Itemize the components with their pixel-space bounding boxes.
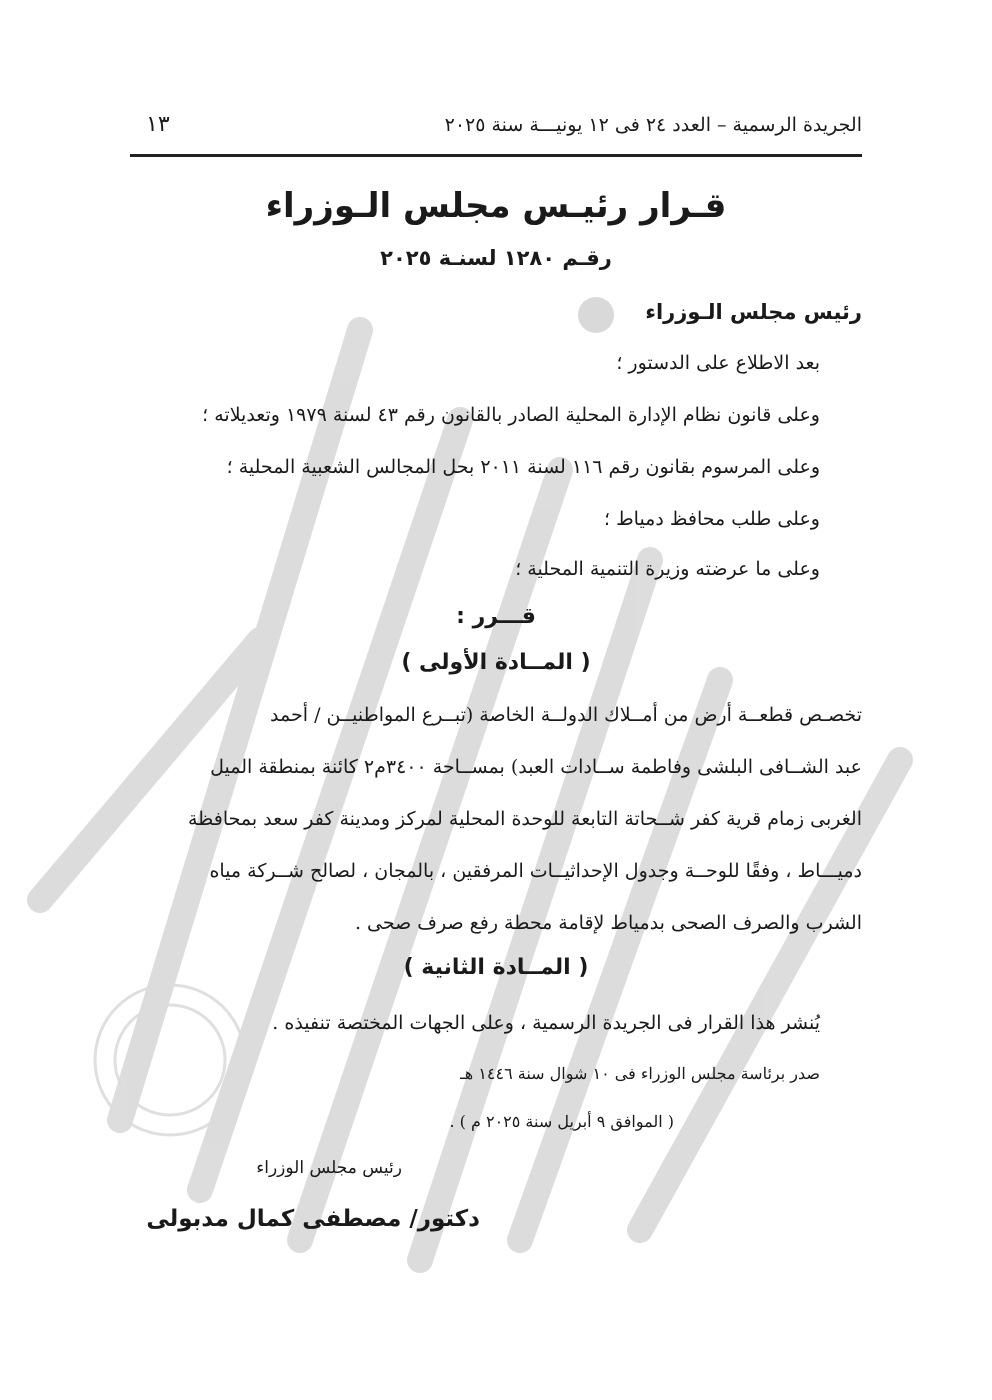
decided-heading: قـــرر : <box>456 604 536 629</box>
decree-number: رقـم ١٢٨٠ لسنـة ٢٠٢٥ <box>380 246 612 270</box>
signature-title: رئيس مجلس الوزراء <box>256 1158 402 1178</box>
signature-name: دكتور/ مصطفى كمال مدبولى <box>146 1206 480 1232</box>
decree-title: قـرار رئيـس مجلس الـوزراء <box>265 186 727 226</box>
article-1-line: تخصـص قطعــة أرض من أمــلاك الدولــة الخاصة (تبــرع المواطنيــن / أحمد <box>270 704 862 726</box>
preamble-line: وعلى المرسوم بقانون رقم ١١٦ لسنة ٢٠١١ بحل المجالس الشعبية المحلية ؛ <box>226 456 820 478</box>
page-header <box>130 108 862 157</box>
issued-date-gregorian: ( الموافق ٩ أبريل سنة ٢٠٢٥ م ) . <box>449 1112 674 1131</box>
page-number: ١٣ <box>146 112 170 137</box>
preamble-line: بعد الاطلاع على الدستور ؛ <box>616 352 820 374</box>
preamble-line: وعلى ما عرضته وزيرة التنمية المحلية ؛ <box>515 558 820 580</box>
article-1-line: الشرب والصرف الصحى بدمياط لإقامة محطة رفع صرف صحى . <box>354 912 862 934</box>
preamble-line: وعلى طلب محافظ دمياط ؛ <box>604 508 820 530</box>
preamble-line: وعلى قانون نظام الإدارة المحلية الصادر بالقانون رقم ٤٣ لسنة ١٩٧٩ وتعديلاته ؛ <box>202 404 820 426</box>
article-2-text: يُنشر هذا القرار فى الجريدة الرسمية ، وعلى الجهات المختصة تنفيذه . <box>272 1012 820 1034</box>
issued-date-hijri: صدر برئاسة مجلس الوزراء فى ١٠ شوال سنة ١٤٤٦ هـ <box>460 1064 820 1083</box>
decree-issuer: رئيس مجلس الـوزراء <box>645 300 862 324</box>
article-2-heading: ( المــادة الثانية ) <box>403 955 589 980</box>
article-1-line: دميـــاط ، وفقًا للوحــة وجدول الإحداثيــات المرفقين ، بالمجان ، لصالح شــركة مياه <box>209 860 862 882</box>
article-1-line: الغربى زمام قرية كفر شــحاتة التابعة للوحدة المحلية لمركز ومدينة كفر سعد بمحافظة <box>187 808 862 830</box>
article-1-line: عبد الشــافى البلشى وفاطمة ســادات العبد) بمســاحة ٣٤٠٠م٢ كائنة بمنطقة الميل <box>210 756 862 778</box>
article-1-heading: ( المــادة الأولى ) <box>401 650 591 675</box>
gazette-header-title: الجريدة الرسمية – العدد ٢٤ فى ١٢ يونيـــة سنة ٢٠٢٥ <box>444 114 862 136</box>
